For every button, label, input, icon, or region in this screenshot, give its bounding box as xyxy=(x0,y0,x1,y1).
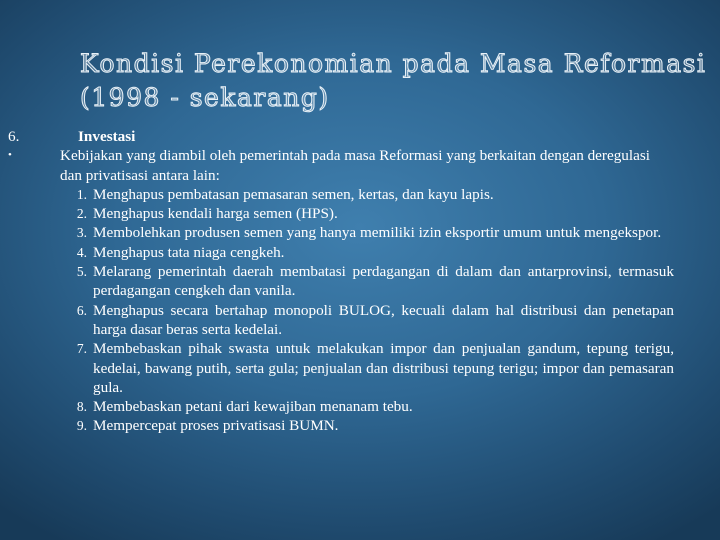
item-number: 6. xyxy=(76,302,87,318)
section-title: Investasi xyxy=(78,128,136,145)
bullet-icon: • xyxy=(8,149,12,162)
item-text: Mempercepat proses privatisasi BUMN. xyxy=(93,417,339,435)
section-number: 6. xyxy=(8,128,20,145)
list-item xyxy=(8,416,674,435)
list-item xyxy=(8,397,674,416)
title-line-1: Kondisi Perekonomian pada Masa Reformasi xyxy=(80,49,707,78)
item-text: Membolehkan produsen semen yang hanya memiliki izin eksportir umum untuk mengekspor. xyxy=(93,224,662,242)
list-item xyxy=(8,243,674,262)
item-number: 8. xyxy=(76,399,87,415)
slide-title xyxy=(80,47,710,115)
policy-list xyxy=(8,185,674,436)
item-text: Melarang pemerintah daerah membatasi perdagangan di dalam dan antarprovinsi, termasuk perdagangan cengkeh dan vanila. xyxy=(93,263,674,300)
section-heading xyxy=(8,127,674,146)
list-item xyxy=(8,339,674,397)
bullet-text: Kebijakan yang diambil oleh pemerintah pada masa Reformasi yang berkaitan dengan deregulasi dan privatisasi antara lain: xyxy=(60,147,650,184)
item-text: Menghapus kendali harga semen (HPS). xyxy=(93,205,338,223)
list-item xyxy=(8,185,674,204)
item-number: 3. xyxy=(76,225,87,241)
list-item xyxy=(8,204,674,223)
title-line-2: (1998 - sekarang) xyxy=(80,83,330,112)
bullet-paragraph xyxy=(8,146,674,185)
item-text: Menghapus tata niaga cengkeh. xyxy=(93,243,285,261)
list-item xyxy=(8,262,674,301)
list-item xyxy=(8,301,674,340)
item-number: 5. xyxy=(76,264,87,280)
item-text: Membebaskan pihak swasta untuk melakukan impor dan penjualan gandum, tepung terigu, kedelai, bawang putih, serta gula; penjualan dan distribusi tepung terigu; impor dan pemasaran gula. xyxy=(93,340,674,396)
slide-content xyxy=(8,127,674,436)
list-item xyxy=(8,223,674,242)
item-number: 4. xyxy=(76,244,87,260)
item-number: 7. xyxy=(76,341,87,357)
item-text: Menghapus pembatasan pemasaran semen, kertas, dan kayu lapis. xyxy=(93,185,494,203)
item-text: Membebaskan petani dari kewajiban menanam tebu. xyxy=(93,398,413,416)
item-number: 2. xyxy=(76,206,87,222)
item-number: 9. xyxy=(76,418,87,434)
item-number: 1. xyxy=(76,186,87,202)
item-text: Menghapus secara bertahap monopoli BULOG, kecuali dalam hal distribusi dan penetapan harga dasar beras serta kedelai. xyxy=(93,301,674,338)
